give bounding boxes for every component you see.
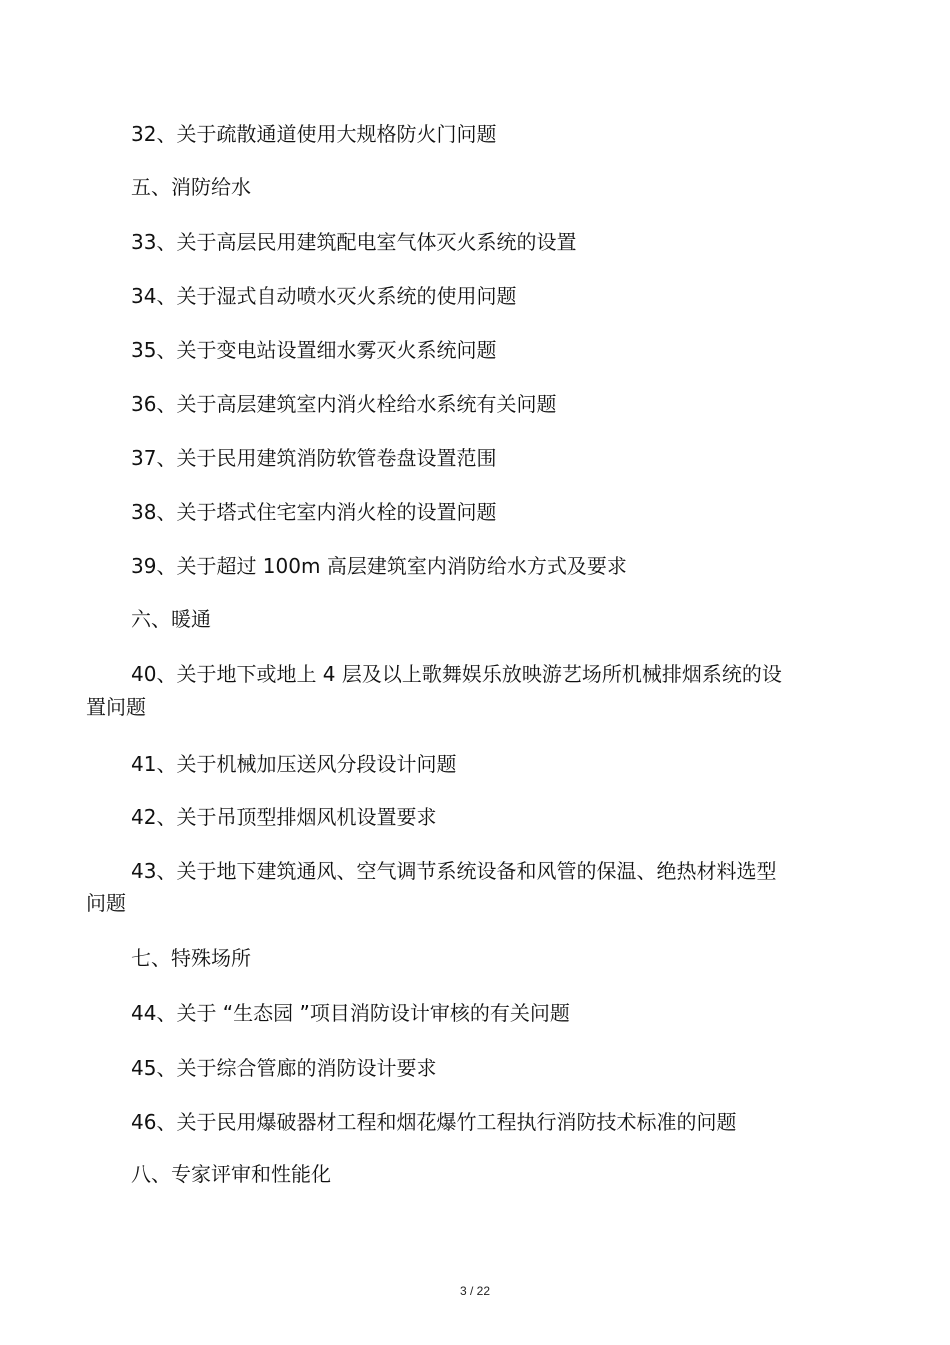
toc-item-40-continuation: 置问题: [86, 695, 146, 719]
toc-item-35: 35、关于变电站设置细水雾灭火系统问题: [131, 338, 497, 362]
page-number: 3 / 22: [459, 1284, 491, 1298]
toc-item-36: 36、关于高层建筑室内消火栓给水系统有关问题: [131, 392, 557, 416]
section-heading-hvac: 六、暖通: [131, 607, 211, 631]
toc-item-44: 44、关于 “生态园 ”项目消防设计审核的有关问题: [131, 1001, 570, 1025]
section-heading-fire-water-supply: 五、消防给水: [131, 175, 251, 199]
toc-item-45: 45、关于综合管廊的消防设计要求: [131, 1056, 437, 1080]
toc-item-32: 32、关于疏散通道使用大规格防火门问题: [131, 122, 497, 146]
toc-item-37: 37、关于民用建筑消防软管卷盘设置范围: [131, 446, 497, 470]
toc-item-42: 42、关于吊顶型排烟风机设置要求: [131, 805, 437, 829]
toc-item-38: 38、关于塔式住宅室内消火栓的设置问题: [131, 500, 497, 524]
toc-item-33: 33、关于高层民用建筑配电室气体灭火系统的设置: [131, 230, 577, 254]
toc-item-43: 43、关于地下建筑通风、空气调节系统设备和风管的保温、绝热材料选型: [131, 859, 777, 883]
toc-item-43-continuation: 问题: [86, 891, 126, 915]
toc-item-41: 41、关于机械加压送风分段设计问题: [131, 752, 457, 776]
toc-item-39: 39、关于超过 100m 高层建筑室内消防给水方式及要求: [131, 554, 627, 578]
toc-item-34: 34、关于湿式自动喷水灭火系统的使用问题: [131, 284, 517, 308]
toc-item-40: 40、关于地下或地上 4 层及以上歌舞娱乐放映游艺场所机械排烟系统的设: [131, 662, 782, 686]
toc-item-46: 46、关于民用爆破器材工程和烟花爆竹工程执行消防技术标准的问题: [131, 1110, 737, 1134]
section-heading-special-venues: 七、特殊场所: [131, 946, 251, 970]
section-heading-expert-review: 八、专家评审和性能化: [131, 1162, 331, 1186]
